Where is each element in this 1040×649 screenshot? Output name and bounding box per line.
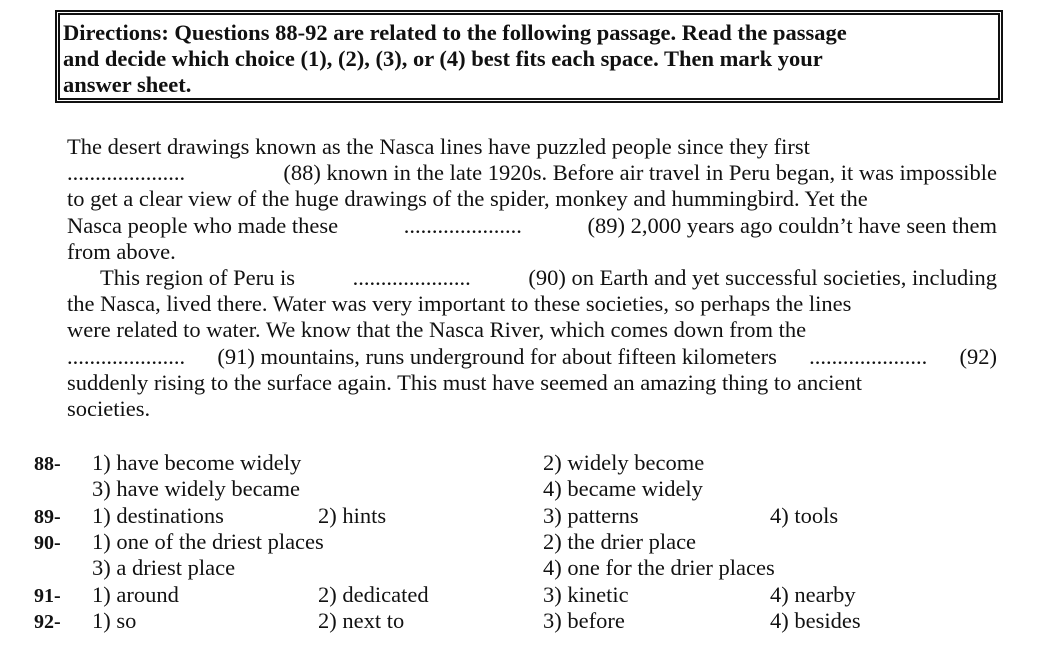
q90-option-3[interactable]: 3) a driest place — [92, 555, 236, 580]
passage-text: This region of Peru is — [100, 264, 295, 290]
passage-line — [67, 317, 997, 343]
q91-option-2[interactable]: 2) dedicated — [318, 582, 429, 607]
q89-option-4[interactable]: 4) tools — [770, 503, 839, 528]
passage-line — [67, 186, 997, 212]
passage-text: The desert drawings known as the Nasca lines have puzzled people since they first — [67, 134, 810, 159]
q91-option-4[interactable]: 4) nearby — [770, 582, 856, 607]
passage-text: the Nasca, lived there. Water was very important to these societies, so perhaps the lines — [67, 291, 852, 317]
passage-text: to get a clear view of the huge drawings of the spider, monkey and hummingbird. Yet the — [67, 186, 868, 212]
passage-line — [67, 160, 997, 186]
question-number-91: 91- — [34, 585, 61, 607]
q89-option-3[interactable]: 3) patterns — [543, 503, 639, 528]
question-number-90: 90- — [34, 532, 61, 554]
blank-90: ..................... — [352, 264, 471, 290]
passage-text: (91) mountains, runs underground for about fifteen kilometers — [217, 343, 777, 369]
passage-line — [67, 291, 997, 317]
directions-line-3: answer sheet. — [63, 72, 192, 97]
q91-option-3[interactable]: 3) kinetic — [543, 582, 629, 607]
passage-text: (88) known in the late 1920s. Before air travel in Peru began, it was impossible — [283, 160, 997, 186]
passage-text: (89) 2,000 years ago couldn’t have seen them — [587, 212, 997, 238]
blank-91: ..................... — [67, 343, 186, 369]
passage-line — [67, 213, 997, 239]
passage-line — [67, 396, 997, 422]
q90-option-4[interactable]: 4) one for the drier places — [543, 555, 775, 580]
question-number-89: 89- — [34, 506, 61, 528]
directions-line-2: and decide which choice (1), (2), (3), or (4) best fits each space. Then mark your — [63, 46, 823, 71]
passage-text: were related to water. We know that the Nasca River, which comes down from the — [67, 317, 807, 343]
q88-option-1[interactable]: 1) have become widely — [92, 450, 302, 475]
q92-option-4[interactable]: 4) besides — [770, 608, 861, 633]
passage-text: Nasca people who made these — [67, 212, 339, 238]
q91-option-1[interactable]: 1) around — [92, 582, 179, 607]
passage — [67, 134, 997, 422]
q90-option-1[interactable]: 1) one of the driest places — [92, 529, 324, 554]
passage-line — [67, 344, 997, 370]
passage-text: suddenly rising to the surface again. This must have seemed an amazing thing to ancient — [67, 369, 862, 395]
passage-text: (90) on Earth and yet successful societies, including — [528, 264, 997, 290]
directions-line-1: Directions: Questions 88-92 are related to the following passage. Read the passage — [63, 20, 847, 45]
directions-text — [63, 20, 997, 98]
q88-option-2[interactable]: 2) widely become — [543, 450, 705, 475]
question-number-92: 92- — [34, 611, 61, 633]
q88-option-3[interactable]: 3) have widely became — [92, 476, 301, 501]
blank-89: ..................... — [403, 212, 522, 238]
blank-88: ..................... — [67, 160, 186, 186]
passage-line — [67, 265, 997, 291]
passage-line — [67, 239, 997, 265]
q90-option-2[interactable]: 2) the drier place — [543, 529, 697, 554]
passage-text: from above. — [67, 238, 176, 264]
passage-line — [67, 134, 997, 160]
q92-option-3[interactable]: 3) before — [543, 608, 625, 633]
q89-option-2[interactable]: 2) hints — [318, 503, 387, 528]
question-number-88: 88- — [34, 453, 61, 475]
q92-option-2[interactable]: 2) next to — [318, 608, 405, 633]
passage-text: (92) — [959, 343, 997, 369]
q89-option-1[interactable]: 1) destinations — [92, 503, 224, 528]
q88-option-4[interactable]: 4) became widely — [543, 476, 703, 501]
passage-line — [67, 370, 997, 396]
passage-text: societies. — [67, 395, 151, 421]
q92-option-1[interactable]: 1) so — [92, 608, 137, 633]
blank-92: ..................... — [809, 343, 928, 369]
